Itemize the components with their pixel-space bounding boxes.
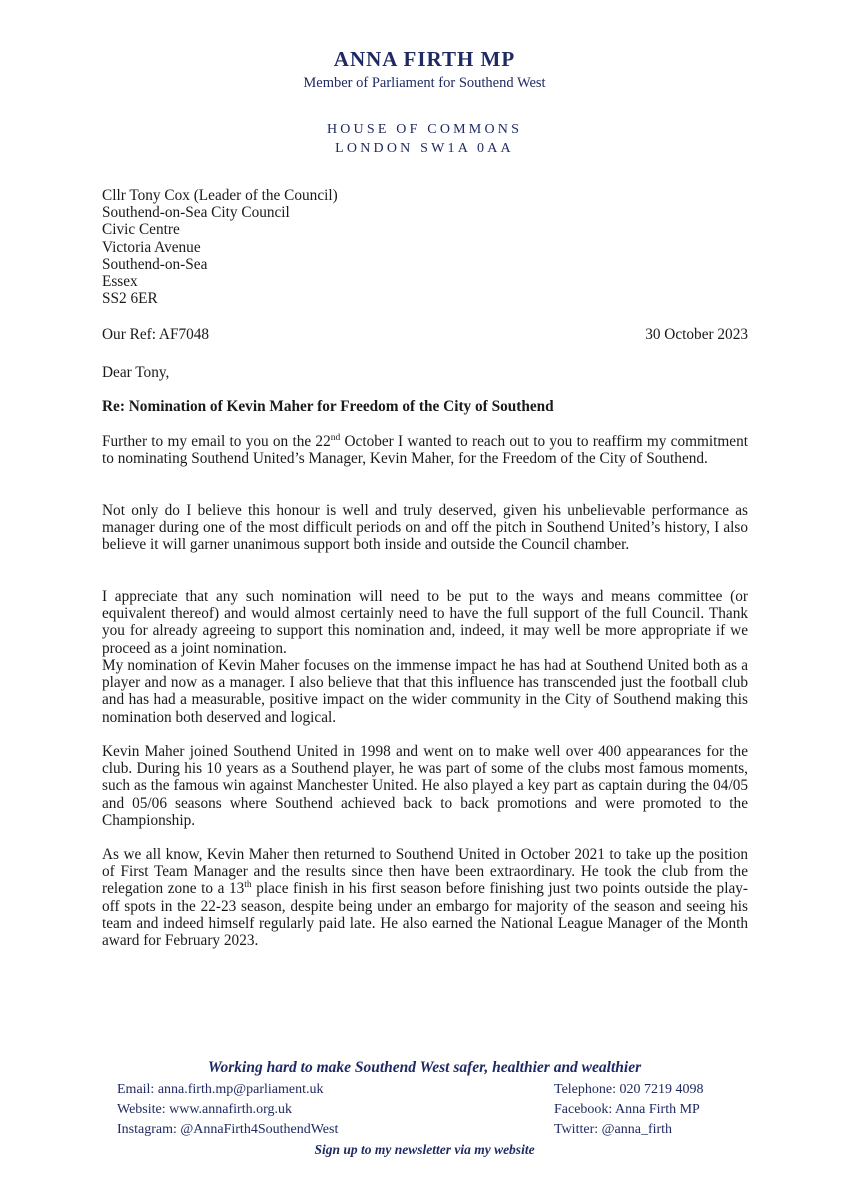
mp-role: Member of Parliament for Southend West (303, 75, 546, 91)
paragraph-4: My nomination of Kevin Maher focuses on the immense impact he has had at Southend United both as a player and now as a manager. I also believe that that this influence has transcended just the football club and has had a measurable, positive impact on the wider community in the City of Southend making this nomination both deserved and logical. (102, 657, 748, 726)
recipient-line: Cllr Tony Cox (Leader of the Council) (102, 187, 338, 204)
footer-twitter: Twitter: @anna_firth (554, 1122, 673, 1137)
footer-website[interactable]: Website: www.annafirth.org.uk (117, 1102, 292, 1117)
ordinal-suffix: th (244, 880, 252, 891)
letter-date: 30 October 2023 (645, 326, 748, 343)
paragraph-text: October I wanted to reach out to you to reaffirm my commitment to nominating Southend United’s Manager, Kevin Maher, for the Freedom of the City of Southend. (102, 433, 748, 468)
paragraph-3: I appreciate that any such nomination will need to be put to the ways and means committee (or equivalent thereof) and would almost certainly need to have the full support of the full Council. Thank you for already agreeing to support this nomination and, indeed, it may well be more appropriate if we proceed as a joint nomination. (102, 588, 748, 657)
reference-row (102, 326, 748, 343)
mp-name: ANNA FIRTH MP (333, 47, 516, 71)
recipient-line: Southend-on-Sea (102, 255, 208, 273)
paragraph-1 (102, 433, 748, 467)
subject-line: Re: Nomination of Kevin Maher for Freedom of the City of Southend (102, 398, 554, 415)
recipient-line: SS2 6ER (102, 290, 158, 308)
recipient-line: Southend-on-Sea City Council (102, 204, 290, 222)
letterhead (0, 46, 849, 158)
footer-slogan: Working hard to make Southend West safer, healthier and wealthier (207, 1059, 642, 1076)
recipient-line: Essex (102, 273, 138, 291)
footer-telephone: Telephone: 020 7219 4098 (554, 1082, 704, 1097)
reference-number: Our Ref: AF7048 (102, 326, 210, 343)
footer-facebook: Facebook: Anna Firth MP (554, 1102, 700, 1117)
newsletter-signup-note: Sign up to my newsletter via my website (314, 1142, 535, 1157)
footer-contacts (117, 1080, 737, 1140)
paragraph-text: As we all know, Kevin Maher then returned to Southend United in October 2021 to take up the position of First Team Manager and the results since then have been extraordinary. He took the club from the relegation zone to a 13 (102, 846, 748, 898)
recipient-address (102, 187, 748, 307)
paragraph-6 (102, 846, 748, 949)
recipient-line: Victoria Avenue (102, 238, 201, 256)
footer-instagram: Instagram: @AnnaFirth4SouthendWest (117, 1122, 339, 1137)
paragraph-text: place finish in his first season before finishing just two points outside the play-off spots in the 22-23 season, despite being under an embargo for majority of the season and seeing his team and indeed himself regularly paid late. He also earned the National League Manager of the Month award for February 2023. (102, 880, 748, 950)
ordinal-suffix: nd (330, 432, 341, 443)
footer-email[interactable]: Email: anna.firth.mp@parliament.uk (117, 1082, 324, 1097)
paragraph-text: Further to my email to you on the 22 (102, 433, 331, 450)
paragraph-2: Not only do I believe this honour is well and truly deserved, given his unbelievable performance as manager during one of the most difficult periods on and off the pitch in Southend United’s history, I also believe it will garner unanimous support both inside and outside the Council chamber. (102, 502, 748, 554)
recipient-line: Civic Centre (102, 221, 180, 239)
letter-footer (0, 1058, 849, 1157)
house-of-commons: HOUSE OF COMMONS (326, 122, 523, 137)
london-address: LONDON SW1A 0AA (335, 141, 514, 156)
paragraph-5: Kevin Maher joined Southend United in 1998 and went on to make well over 400 appearances for the club. During his 10 years as a Southend player, he was part of some of the clubs most famous moments, such as the famous win against Manchester United. He also played a key part as captain during the 04/05 and 05/06 seasons where Southend achieved back to back promotions and were promoted to the Championship. (102, 743, 748, 829)
salutation: Dear Tony, (102, 364, 170, 381)
